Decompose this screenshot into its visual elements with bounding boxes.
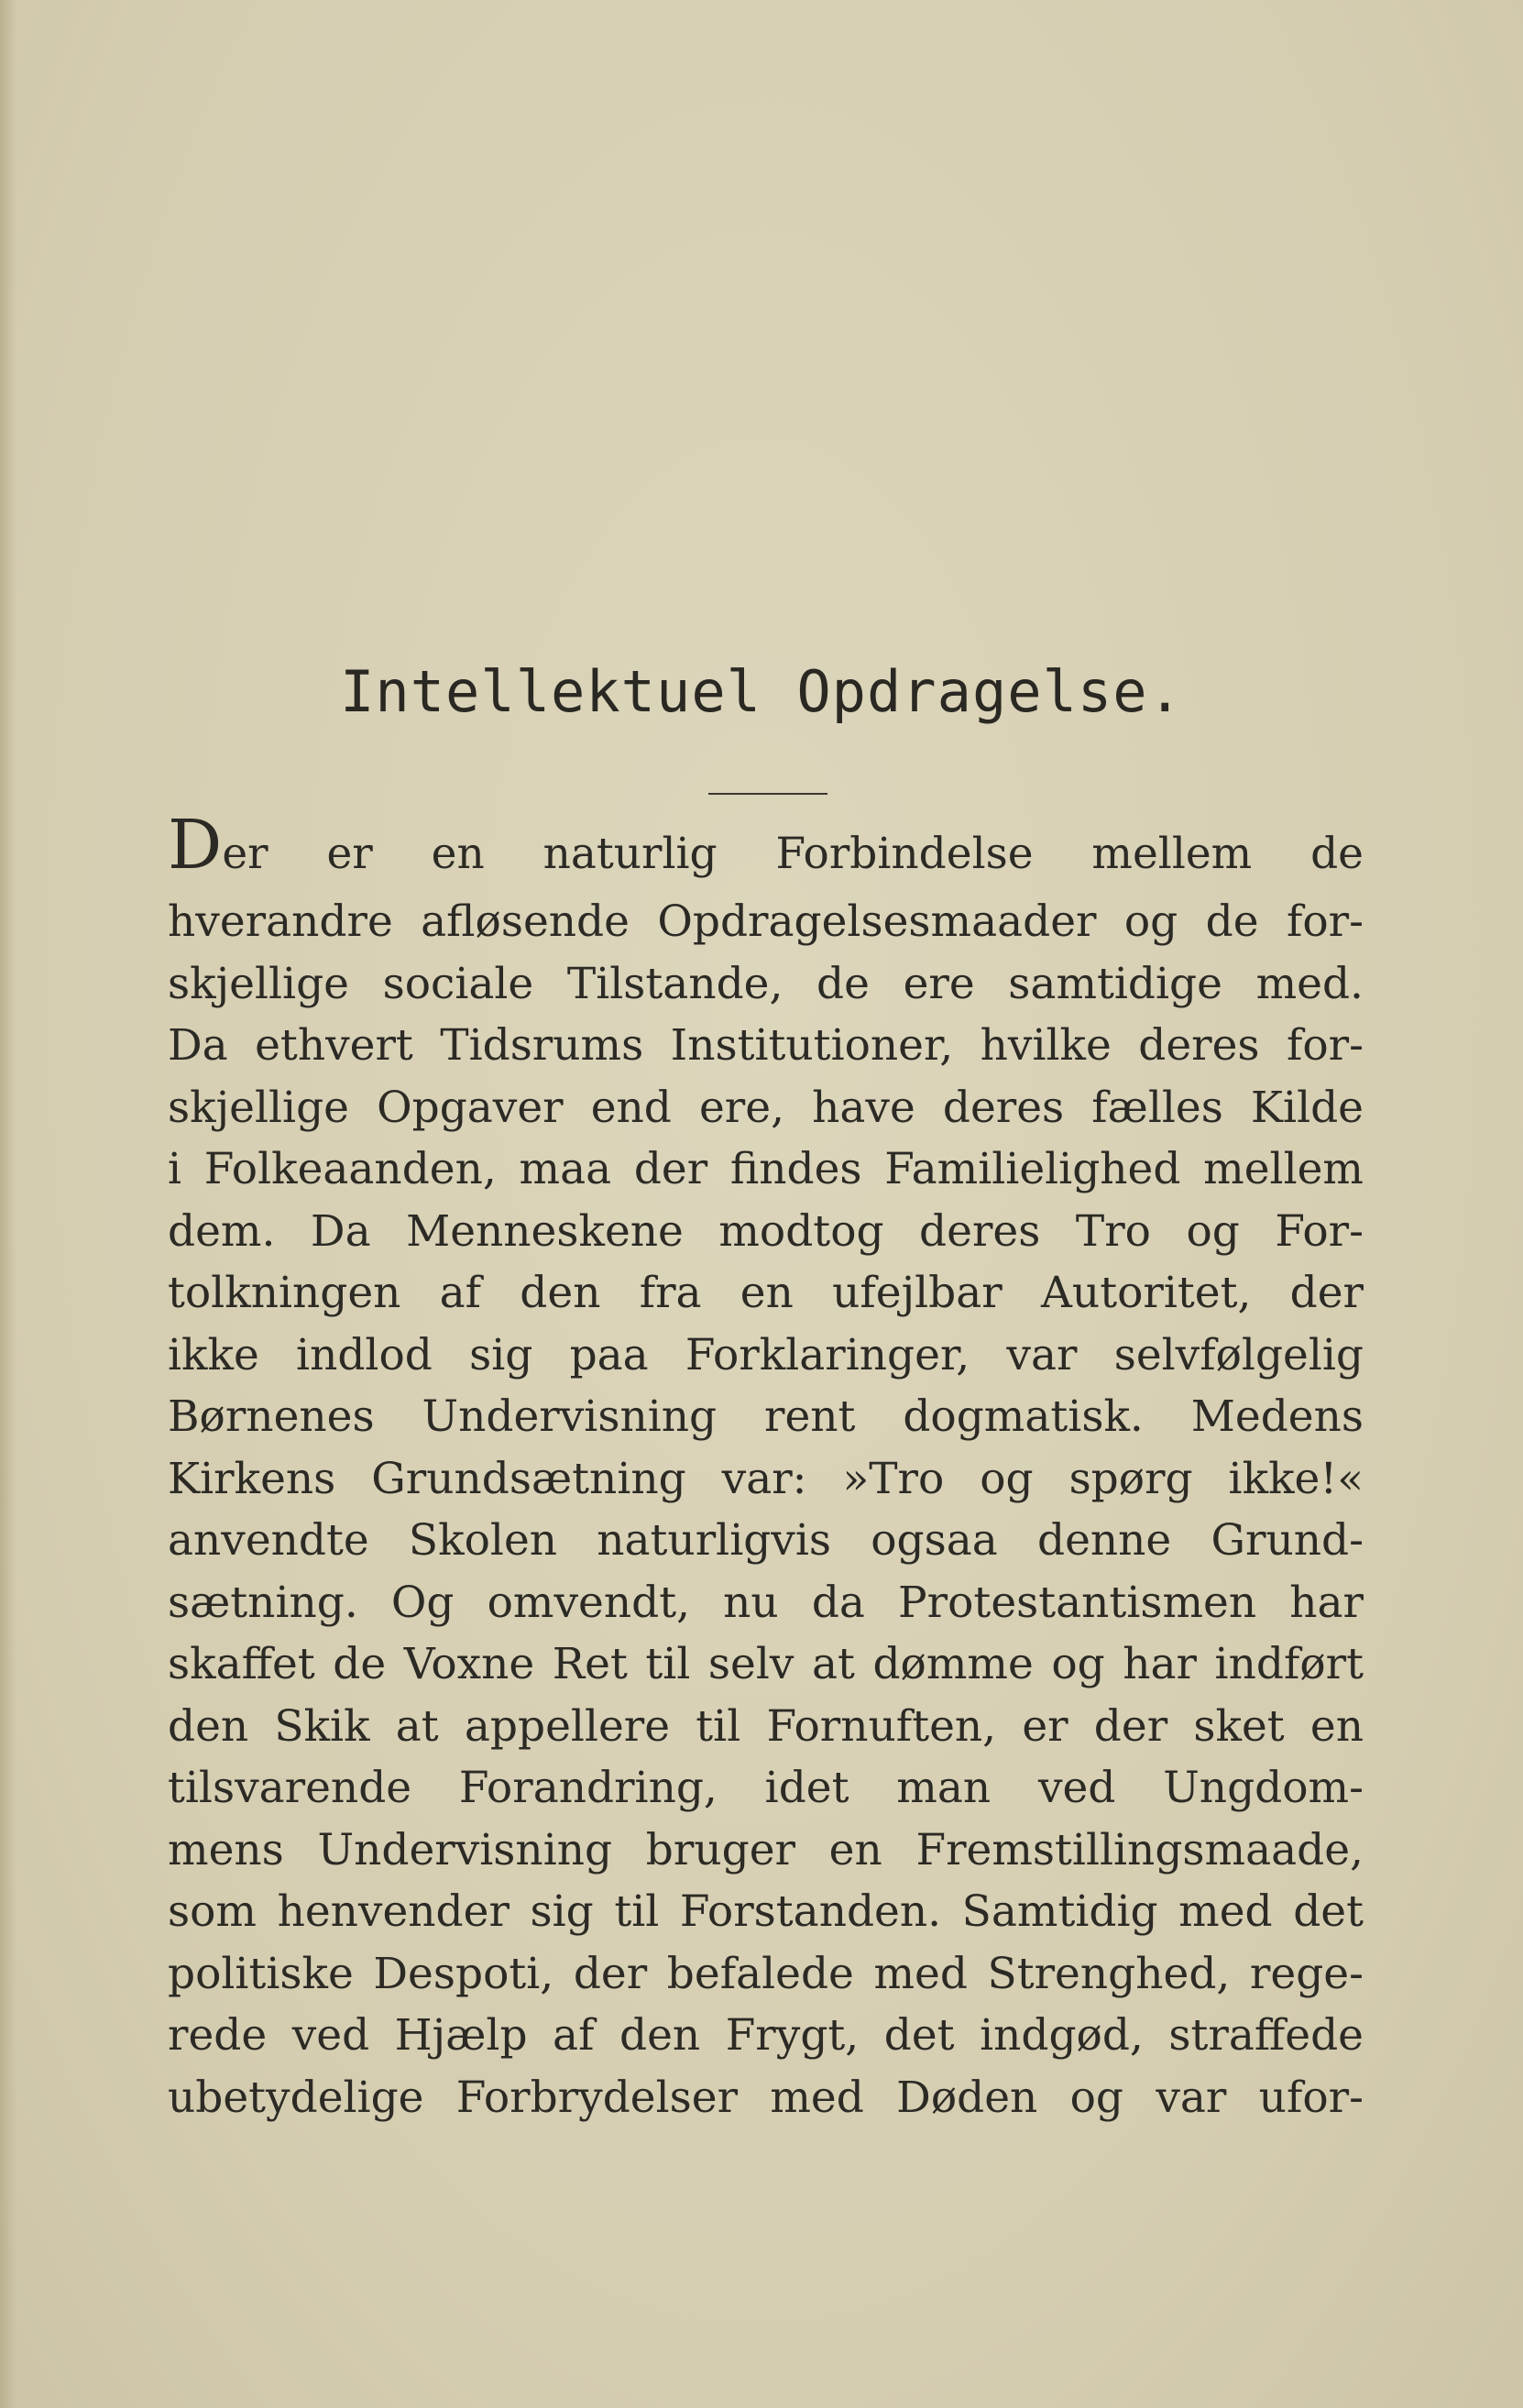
text-line: ubetydelige Forbrydelser med Døden og var ufor- (168, 2072, 1364, 2123)
drop-cap: D (168, 806, 223, 885)
text-line: rede ved Hjælp af den Frygt, det indgød, straffede (168, 2010, 1364, 2061)
text-line: Kirkens Grundsætning var: »Tro og spørg ikke!« (168, 1453, 1364, 1504)
text-line: skjellige Opgaver end ere, have deres fælles Kilde (168, 1082, 1364, 1133)
title-divider (708, 793, 827, 795)
text-line: tolkningen af den fra en ufejlbar Autoritet, der (168, 1268, 1364, 1318)
text-line: som henvender sig til Forstanden. Samtidig med det (168, 1886, 1364, 1937)
first-line (168, 806, 1364, 891)
body-paragraph (168, 806, 1364, 2128)
text-line: tilsvarende Forandring, idet man ved Ungdom- (168, 1763, 1364, 1813)
text-line: hverandre afløsende Opdragelsesmaader og de for- (168, 896, 1364, 947)
text-line: Da ethvert Tidsrums Institutioner, hvilke deres for- (168, 1020, 1364, 1071)
text-line: dem. Da Menneskene modtog deres Tro og For- (168, 1205, 1364, 1257)
text-line: mens Undervisning bruger en Fremstillingsmaade, (168, 1824, 1364, 1875)
text-line: Børnenes Undervisning rent dogmatisk. Medens (168, 1391, 1364, 1442)
first-line-text: er er en naturlig Forbindelse mellem de (222, 829, 1364, 879)
page-edge-shadow (0, 0, 16, 2408)
text-line: politiske Despoti, der befalede med Strenghed, rege- (168, 1948, 1364, 1999)
text-line: den Skik at appellere til Fornuften, er der sket en (168, 1700, 1364, 1752)
chapter-title: Intellektuel Opdragelse. (340, 658, 1183, 725)
text-line: sætning. Og omvendt, nu da Protestantismen har (168, 1577, 1364, 1628)
text-line: skjellige sociale Tilstande, de ere samtidige med. (168, 958, 1364, 1009)
text-line: i Folkeaanden, maa der findes Familielighed mellem (168, 1144, 1364, 1194)
text-line: anvendte Skolen naturligvis ogsaa denne Grund- (168, 1515, 1364, 1566)
text-line: skaffet de Voxne Ret til selv at dømme og har indført (168, 1639, 1364, 1689)
text-line: ikke indlod sig paa Forklaringer, var selvfølgelig (168, 1329, 1364, 1380)
